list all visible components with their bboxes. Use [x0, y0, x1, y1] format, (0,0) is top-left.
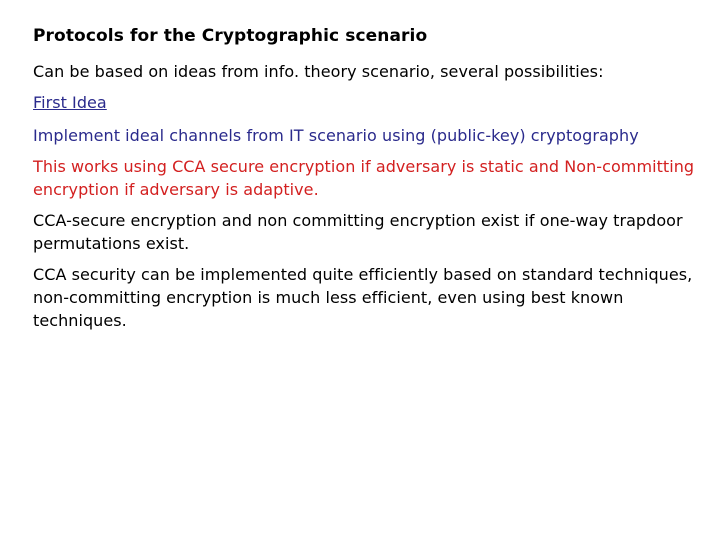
slide-title: Protocols for the Cryptographic scenario — [33, 26, 428, 46]
cca-note-text: This works using CCA secure encryption if adversary is static and Non-committing encryption if adversary is adaptive. — [33, 157, 695, 199]
intro-text: Can be based on ideas from info. theory scenario, several possibilities: — [33, 62, 604, 81]
first-idea-heading: First Idea — [33, 93, 107, 112]
ideal-channels-text: Implement ideal channels from IT scenario using (public-key) cryptography — [33, 126, 639, 145]
efficiency-text: CCA security can be implemented quite efficiently based on standard techniques, non-committing encryption is much less efficient, even using best known techniques. — [33, 265, 693, 330]
trapdoor-text: CCA-secure encryption and non committing encryption exist if one-way trapdoor permutations exist. — [33, 211, 683, 253]
